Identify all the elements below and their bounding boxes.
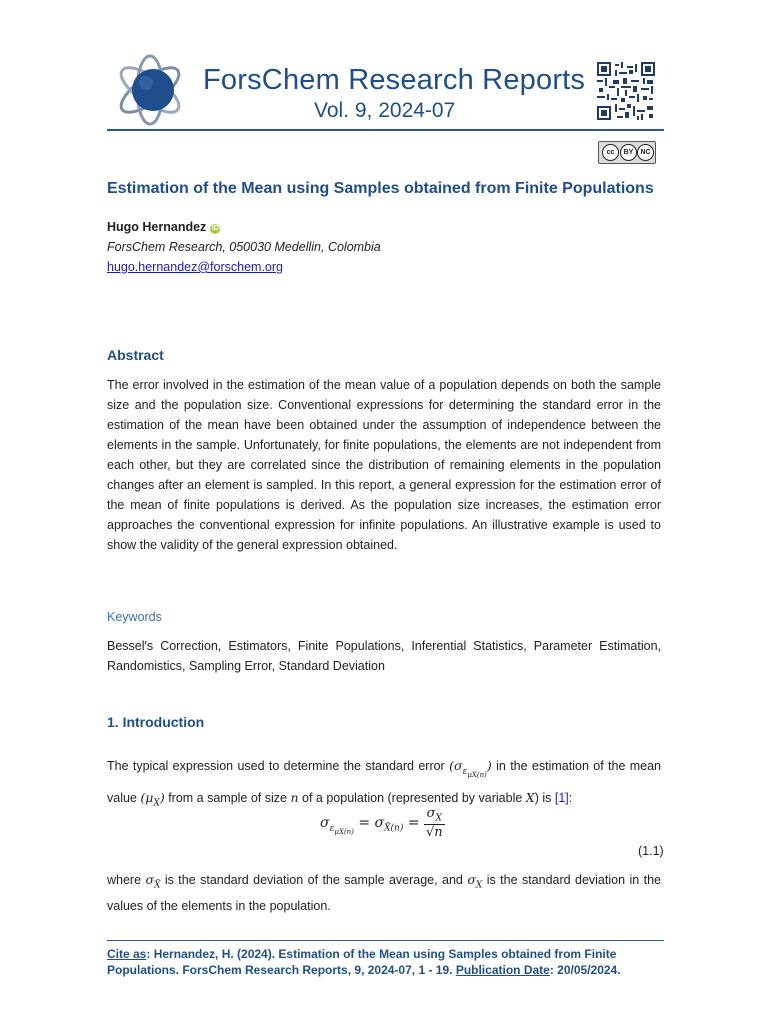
by-icon: BY	[620, 144, 637, 161]
citation-footer	[107, 946, 667, 978]
abstract-text: The error involved in the estimation of the mean value of a population depends on both the sample size and the population size. Conventional expressions for determining the standard error in the estimation of the mean have been obtained under the assumption of independence between the elements in the sample. Unfortunately, for finite populations, the elements are not independent from each other, but they are correlated since the distribution of remaining elements in the population changes after an element is sampled. In this report, a general expression for the estimation error of the mean of finite populations is derived. As the population size increases, the estimation error approaches the conventional expression for infinite populations. An illustrative example is used to show the validity of the general expression obtained.	[107, 378, 661, 552]
keywords-heading: Keywords	[107, 610, 162, 624]
author-line	[107, 220, 220, 234]
intro-paragraph-2: where $\sigma_{X̄}$ is the standard deviation of the sample average, and $\sigma_X$ is the standard deviation in the values of the elements in the population.	[107, 872, 661, 913]
x-symbol: X	[525, 790, 535, 806]
citation-text: : Hernandez, H. (2024). Estimation of the Mean using Samples obtained from Finite Populations. ForsChem Research Reports, 9, 2024-07, 1 - 19.	[107, 947, 617, 977]
qr-code	[597, 62, 655, 120]
author-name: Hugo Hernandez	[107, 220, 207, 234]
cite-as-label: Cite as	[107, 947, 147, 961]
footer-rule	[107, 940, 664, 941]
equation-number: (1.1)	[638, 844, 664, 858]
author-affiliation: ForsChem Research, 050030 Medellin, Colombia	[107, 240, 381, 254]
keywords-text: Bessel's Correction, Estimators, Finite Populations, Inferential Statistics, Parameter Estimation, Randomistics, Sampling Error, Standard Deviation	[107, 639, 661, 673]
orcid-icon[interactable]: iD	[211, 225, 219, 232]
header-rule	[107, 129, 664, 131]
n-symbol: n	[290, 790, 299, 806]
introduction-heading: 1. Introduction	[107, 714, 205, 730]
cc-license-badge[interactable]	[598, 141, 656, 164]
publication-date-label: Publication Date	[455, 963, 550, 977]
std-error-symbol: $(\sigma_{\varepsilon_{\mu X(n)}})$	[449, 758, 492, 779]
journal-brand: ForsChem Research Reports	[203, 64, 586, 96]
intro-paragraph-1: The typical expression used to determine the standard error $(\sigma_{\varepsilon_{\mu X(n)}})$ in the estimation of the mean value $(\mu_X)$ from a sample of size n of a population (represented by variable X) is [1]:	[107, 758, 662, 809]
paper-title: Estimation of the Mean using Samples obtained from Finite Populations	[107, 180, 654, 197]
equation-1-1: $\sigma_{\varepsilon_{\mu X(n)}} = \sigma_{X̄(n)}$ = $\frac{\sigma_X}{√n}$	[320, 806, 443, 840]
mu-x-symbol: $(\mu_X)$	[140, 790, 165, 809]
publication-date: : 20/05/2024.	[549, 963, 621, 977]
cc-icon: cc	[602, 144, 619, 161]
reference-link-1[interactable]: [1]	[554, 791, 569, 806]
journal-volume: Vol. 9, 2024-07	[314, 99, 456, 122]
author-email-link[interactable]: hugo.hernandez@forschem.org	[107, 260, 283, 274]
abstract-heading: Abstract	[107, 347, 164, 363]
sigma-x-symbol: $\sigma_X$	[467, 872, 483, 891]
nc-icon: NC	[637, 144, 654, 161]
sigma-xbar-symbol: $\sigma_{X̄}$	[145, 872, 161, 891]
forschem-logo	[113, 50, 187, 128]
